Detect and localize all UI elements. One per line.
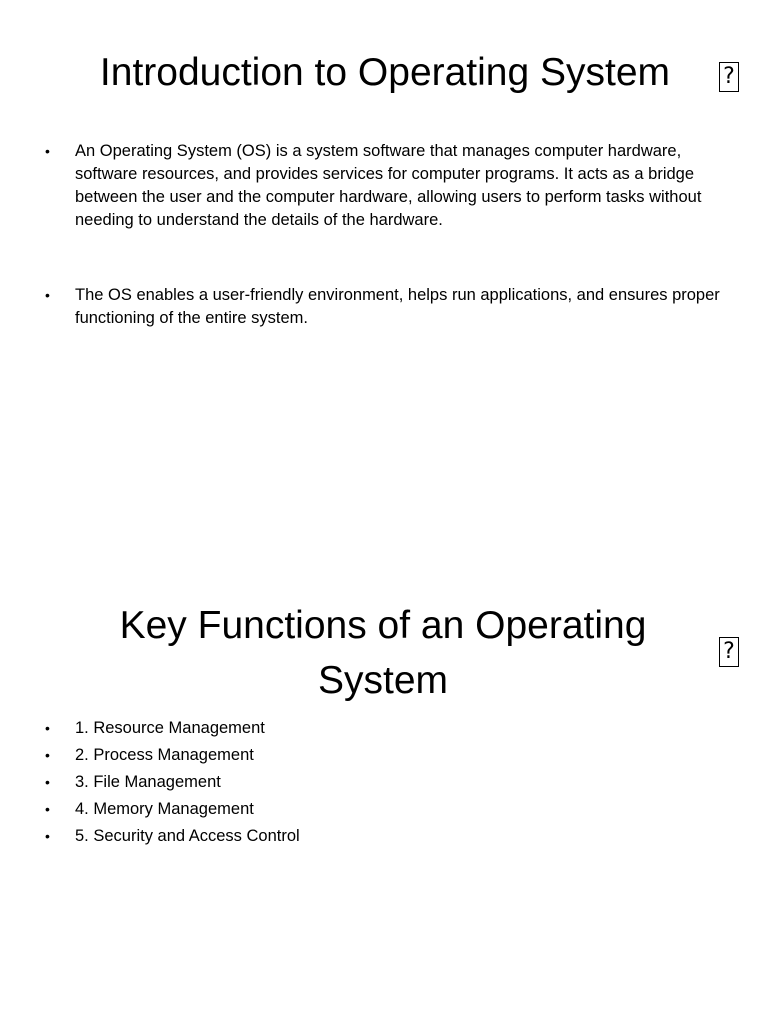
bullet-list bbox=[45, 715, 725, 850]
list-item bbox=[45, 140, 725, 232]
bullet-dot: • bbox=[45, 720, 50, 736]
list-item-text: 2. Process Management bbox=[75, 746, 254, 764]
missing-glyph-icon: ? bbox=[719, 62, 739, 92]
list-item bbox=[45, 742, 725, 769]
list-item bbox=[45, 284, 725, 330]
list-item bbox=[45, 715, 725, 742]
bullet-dot: • bbox=[45, 801, 50, 817]
list-item-text: 4. Memory Management bbox=[75, 800, 254, 818]
list-item-text: The OS enables a user-friendly environment, helps run applications, and ensures proper functioning of the entire system. bbox=[75, 286, 720, 327]
list-item-text: 3. File Management bbox=[75, 773, 221, 791]
list-item bbox=[45, 823, 725, 850]
slide-title: Introduction to Operating System bbox=[99, 51, 671, 94]
slide-key-functions bbox=[0, 512, 768, 1024]
slide-title: Key Functions of an Operating System bbox=[119, 604, 647, 702]
bullet-dot: • bbox=[45, 143, 50, 159]
bullet-dot: • bbox=[45, 287, 50, 303]
bullet-dot: • bbox=[45, 747, 50, 763]
bullet-list bbox=[45, 140, 725, 330]
missing-glyph-icon: ? bbox=[719, 637, 739, 667]
list-item-text: 1. Resource Management bbox=[75, 719, 265, 737]
bullet-dot: • bbox=[45, 774, 50, 790]
list-item-text: 5. Security and Access Control bbox=[75, 827, 300, 845]
list-item-text: An Operating System (OS) is a system software that manages computer hardware, software resources, and provides services for computer programs. It acts as a bridge between the user and the computer hardware, allowing users to perform tasks without needing to understand the details of the hardware. bbox=[75, 142, 702, 229]
list-item bbox=[45, 769, 725, 796]
list-item bbox=[45, 796, 725, 823]
bullet-dot: • bbox=[45, 828, 50, 844]
